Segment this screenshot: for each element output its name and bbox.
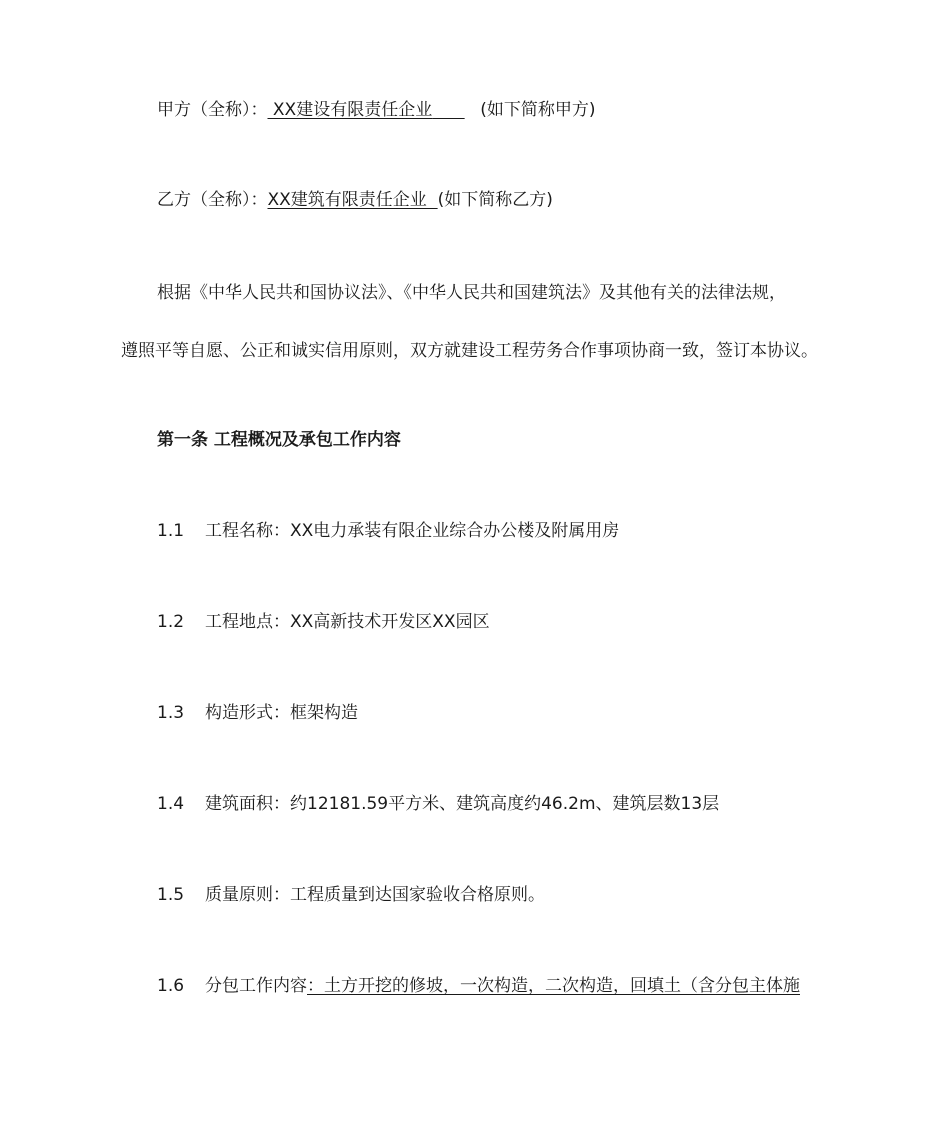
item-number: 1.3 [157,703,185,723]
item-text: 构造形式：框架构造 [205,703,358,723]
item-content: ：土方开挖的修坡，一次构造，二次构造，回填土（含分包主体施 [307,976,800,996]
party-b-name: XX建筑有限责任企业 [267,190,438,210]
item-label: 分包工作内容 [205,976,307,996]
party-b-line [157,189,553,211]
preamble-line-2: 遵照平等自愿、公正和诚实信用原则，双方就建设工程劳务合作事项协商一致，签订本协议。 [121,341,818,361]
item-number: 1.1 [157,521,185,541]
item-number: 1.6 [157,976,185,996]
item-1-5 [157,884,545,906]
item-text: 工程地点：XX高新技术开发区XX园区 [205,612,490,632]
item-text: 工程名称：XX电力承装有限企业综合办公楼及附属用房 [205,521,620,541]
item-1-2 [157,611,490,633]
party-a-name: XX建设有限责任企业 [267,100,433,120]
preamble-line-1: 根据《中华人民共和国协议法》、《中华人民共和国建筑法》及其他有关的法律法规， [157,283,786,303]
party-b-label: 乙方（全称）： [157,190,268,210]
party-a-line [157,99,595,121]
party-a-blank [432,99,480,121]
party-b-suffix: (如下简称乙方) [437,190,553,210]
item-number: 1.5 [157,885,185,905]
item-text: 建筑面积：约12181.59平方米、建筑高度约46.2m、建筑层数13层 [205,794,720,814]
item-1-3 [157,702,358,724]
item-text: 质量原则：工程质量到达国家验收合格原则。 [205,885,545,905]
party-a-suffix: (如下简称甲方) [480,100,596,120]
item-number: 1.4 [157,794,185,814]
article-1-title: 第一条 工程概况及承包工作内容 [157,430,401,450]
item-1-4 [157,793,719,815]
item-1-1 [157,520,619,542]
item-1-6 [157,975,800,997]
party-a-label: 甲方（全称）： [157,100,268,120]
item-number: 1.2 [157,612,185,632]
